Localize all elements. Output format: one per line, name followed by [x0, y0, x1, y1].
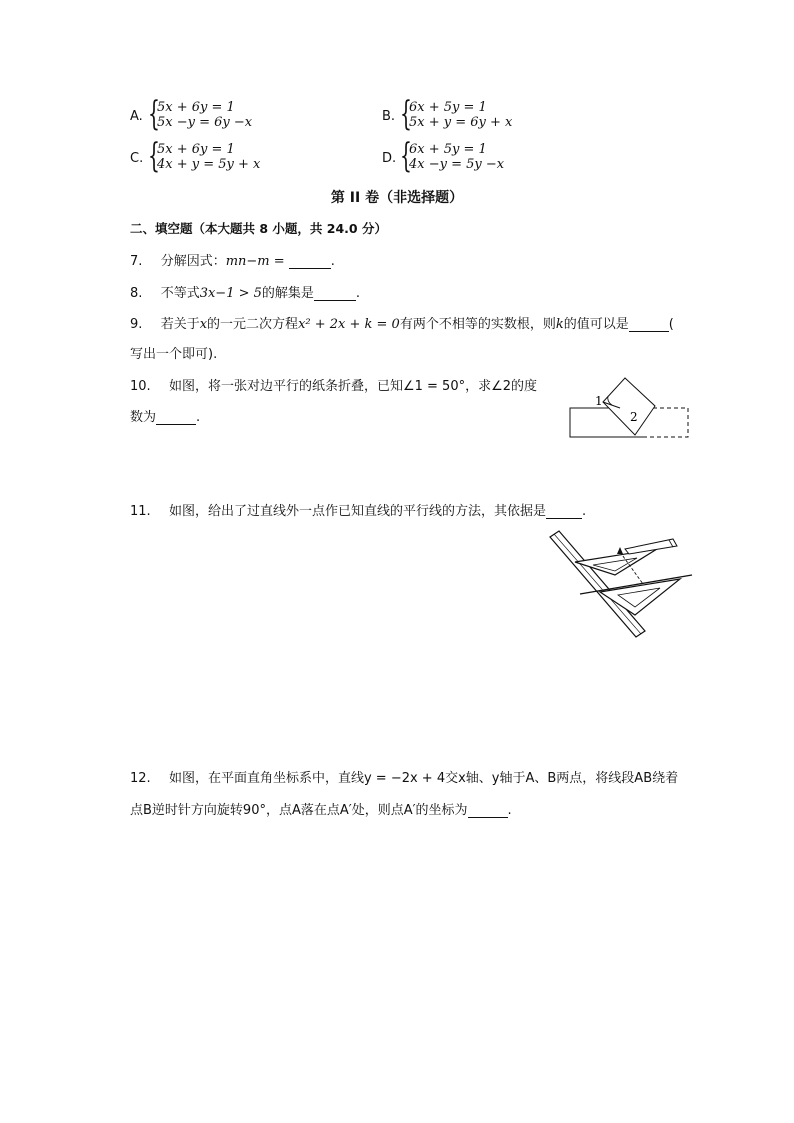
answer-blank[interactable]	[156, 410, 196, 425]
math-expression: 3x−1 > 5	[199, 286, 262, 301]
answer-blank[interactable]	[546, 504, 582, 519]
section-heading: 二、填空题（本大题共 8 小题，共 24.0 分）	[130, 221, 387, 236]
math-expression: x² + 2x + k = 0	[298, 317, 400, 332]
brace-icon: {	[400, 136, 412, 176]
math-expression: mn−m =	[225, 254, 285, 269]
answer-blank[interactable]	[629, 317, 669, 332]
question-9	[130, 313, 674, 332]
math-variable: x	[199, 317, 208, 332]
question-12-line2	[130, 799, 512, 818]
question-text: 如图，将一张对边平行的纸条折叠，已知∠1 = 50°，求∠2的度	[168, 379, 538, 394]
question-number: 10.	[130, 379, 151, 394]
option-label: B.	[382, 109, 396, 124]
question-10	[130, 375, 537, 394]
question-text: 分解因式：	[160, 254, 226, 269]
end-mark: .	[196, 410, 201, 425]
option-label: D.	[382, 151, 397, 166]
equation-line: 5x + y = 6y + x	[409, 115, 513, 130]
end-mark: .	[355, 286, 361, 301]
equation-line: 4x + y = 5y + x	[157, 157, 261, 172]
brace-icon: {	[400, 94, 412, 134]
question-9-line2: 写出一个即可).	[130, 347, 218, 362]
question-text: 点B逆时针方向旋转90°，点A落在点A′处，则点A′的坐标为	[130, 803, 468, 818]
question-text: 如图，在平面直角坐标系中，直线y = −2x + 4交x轴、y轴于A、B两点，将线段AB绕着	[168, 771, 679, 786]
end-mark: .	[581, 504, 587, 519]
angle-1-label: 1	[595, 394, 603, 408]
equation-line: 5x + 6y = 1	[157, 142, 235, 157]
question-10-line2	[130, 406, 200, 425]
question-number: 9.	[130, 317, 143, 332]
equation-line: 6x + 5y = 1	[409, 100, 487, 115]
end-mark: .	[330, 254, 335, 269]
end-mark: .	[507, 803, 512, 818]
question-text: 的一元二次方程	[207, 317, 299, 332]
equation-line: 4x −y = 5y −x	[409, 157, 505, 172]
brace-icon: {	[148, 94, 160, 134]
folded-strip-figure	[565, 372, 695, 444]
set-square-ruler-figure	[545, 527, 695, 642]
question-text: 不等式	[160, 286, 200, 301]
question-12	[130, 767, 678, 786]
equation-line: 5x + 6y = 1	[157, 100, 235, 115]
question-number: 11.	[130, 504, 151, 519]
question-7	[130, 250, 335, 269]
question-11	[130, 500, 586, 519]
question-number: 8.	[130, 286, 143, 301]
question-text: 若关于	[160, 317, 200, 332]
end-mark: (	[668, 317, 674, 332]
answer-blank[interactable]	[468, 803, 508, 818]
question-text: 如图，给出了过直线外一点作已知直线的平行线的方法，其依据是	[168, 504, 546, 519]
equation-line: 5x −y = 6y −x	[157, 115, 253, 130]
option-label: A.	[130, 109, 143, 124]
answer-blank[interactable]	[289, 254, 331, 269]
question-text: 的值可以是	[563, 317, 629, 332]
question-text: 有两个不相等的实数根，则	[399, 317, 556, 332]
question-text: 的解集是	[261, 286, 314, 301]
question-number: 12.	[130, 771, 151, 786]
question-number: 7.	[130, 254, 143, 269]
section-title: 第 II 卷（非选择题）	[330, 190, 464, 206]
question-8	[130, 282, 360, 301]
math-variable: k	[555, 317, 564, 332]
question-text: 数为	[130, 410, 157, 425]
option-label: C.	[130, 151, 144, 166]
angle-2-label: 2	[630, 410, 638, 424]
answer-blank[interactable]	[314, 286, 356, 301]
brace-icon: {	[148, 136, 160, 176]
equation-line: 6x + 5y = 1	[409, 142, 487, 157]
